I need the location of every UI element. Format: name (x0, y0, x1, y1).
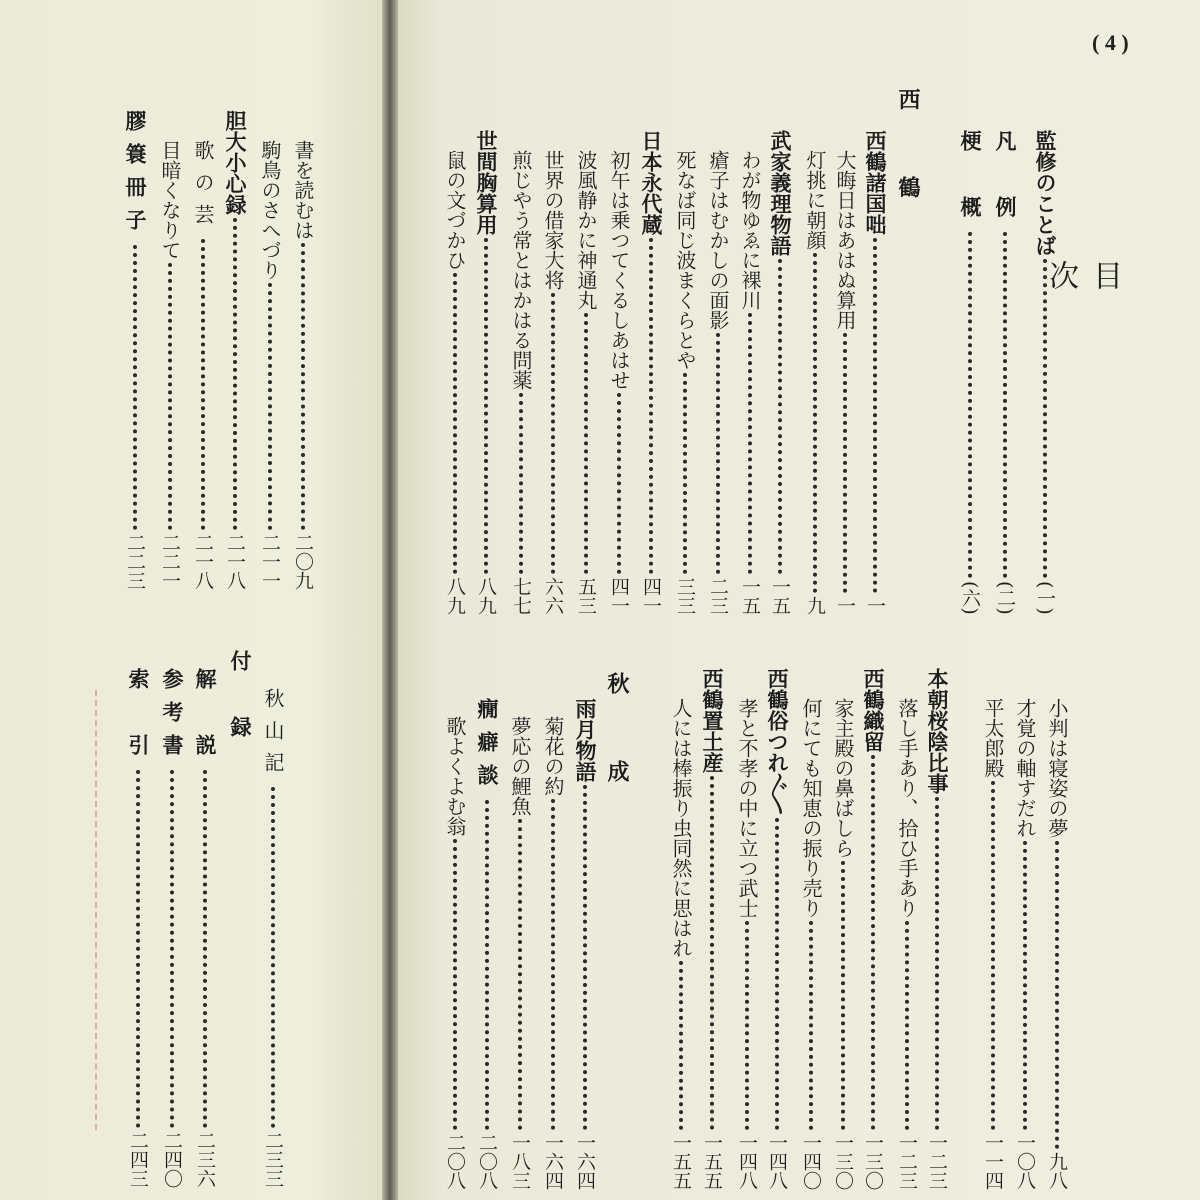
toc-entry[interactable]: 小判は寝姿の夢 九八 (1045, 698, 1069, 1190)
toc-entry[interactable]: 雨月物語 一六四 (573, 698, 598, 1190)
toc-entry[interactable]: 西鶴俗つれ〴〵 一四八 (765, 668, 790, 1190)
entry-title: 監修のことば (1033, 130, 1058, 256)
toc-entry[interactable]: 死なば同じ波まくらとや 三三 (673, 150, 697, 615)
toc-entry[interactable]: 人には棒振り虫同然に思はれ 一五五 (669, 698, 693, 1190)
toc-entry[interactable]: 梗 概 (六) (958, 130, 983, 615)
pencil-mark (95, 690, 107, 1130)
toc-entry[interactable]: 落し手あり、拾ひ手あり 一二三 (895, 698, 919, 1190)
toc-entry[interactable]: 日本永代蔵 四一 (639, 130, 664, 615)
toc-entry[interactable]: 書を読むは 二〇九 (291, 140, 315, 590)
toc-entry[interactable]: 平太郎殿 一一四 (981, 698, 1005, 1190)
toc-entry[interactable]: 夢応の鯉魚 一八三 (508, 716, 532, 1190)
toc-entry[interactable]: 秋山記 二三三 (261, 688, 285, 1188)
toc-entry[interactable]: 初午は乗つてくるしあはせ 四一 (607, 150, 631, 615)
toc-entry[interactable]: 孝と不孝の中に立つ武士 一四八 (735, 698, 759, 1190)
toc-entry[interactable]: 家主殿の鼻ばしら 一三〇 (831, 698, 855, 1190)
toc-entry[interactable]: 波風静かに神通丸 五三 (574, 150, 598, 615)
toc-entry[interactable]: 西鶴置土産 一五五 (700, 668, 725, 1190)
toc-entry[interactable]: 才覚の軸すだれ 一〇八 (1013, 698, 1037, 1190)
toc-entry[interactable]: 何にても知恵の振り売り 一四〇 (799, 698, 823, 1190)
toc-entry[interactable]: 灯挑に朝顔 九 (803, 150, 827, 615)
toc-entry[interactable]: 凡 例 (二) (993, 130, 1018, 615)
toc-entry[interactable]: 武家義理物語 一五 (768, 130, 793, 615)
toc-entry[interactable]: 胆大小心録 二一八 (223, 110, 248, 590)
toc-entry[interactable]: 鼠の文づかひ 八九 (443, 150, 467, 615)
toc-entry[interactable]: 本朝桜陰比事 一二三 (925, 668, 950, 1190)
toc-entry[interactable]: 歌よくよむ翁 二〇八 (443, 716, 467, 1190)
toc-entry[interactable]: 歌の芸 二一八 (191, 140, 215, 590)
toc-entry[interactable]: 解 説 二三六 (193, 668, 218, 1188)
toc-entry[interactable]: 煎じやう常とはかはる問薬 七七 (509, 150, 533, 615)
toc-entry[interactable]: 索 引 二四三 (126, 668, 151, 1188)
toc-entry[interactable]: 膠簑冊子 二二三 (123, 110, 148, 590)
toc-entry[interactable]: 参考書 二四〇 (160, 668, 185, 1188)
toc-entry[interactable]: 駒鳥のさへづり 二一一 (258, 140, 282, 590)
section-heading: 秋 成 (604, 672, 630, 804)
toc-entry[interactable]: 世間胸算用 八九 (474, 130, 499, 615)
toc-entry[interactable]: わが物ゆゑに裸川 一五 (738, 150, 762, 615)
toc-entry[interactable]: 大晦日はあはぬ算用 一 (833, 150, 857, 615)
page-number: ( 4 ) (1092, 30, 1129, 55)
toc-entry[interactable]: 西鶴織留 一三〇 (861, 668, 886, 1190)
entry-page: (一) (1034, 581, 1056, 615)
toc-entry[interactable]: 瘡子はむかしの面影 二三 (706, 150, 730, 615)
section-heading: 西 鶴 (895, 88, 921, 220)
toc-entry[interactable]: 菊花の約 一六四 (541, 716, 565, 1190)
toc-entry[interactable]: 世界の借家大将 六六 (541, 150, 565, 615)
book-gutter (382, 0, 398, 1200)
toc-entry[interactable]: 目暗くなりて 二二一 (158, 140, 182, 590)
toc-entry[interactable]: 癇癖談 二〇八 (475, 698, 500, 1190)
appendix-heading: 付 録 (228, 650, 253, 749)
toc-entry[interactable]: 西鶴諸国咄 一 (863, 130, 888, 615)
toc-title: 目 次 (1043, 260, 1122, 440)
toc-entry[interactable] (1030, 130, 1060, 615)
